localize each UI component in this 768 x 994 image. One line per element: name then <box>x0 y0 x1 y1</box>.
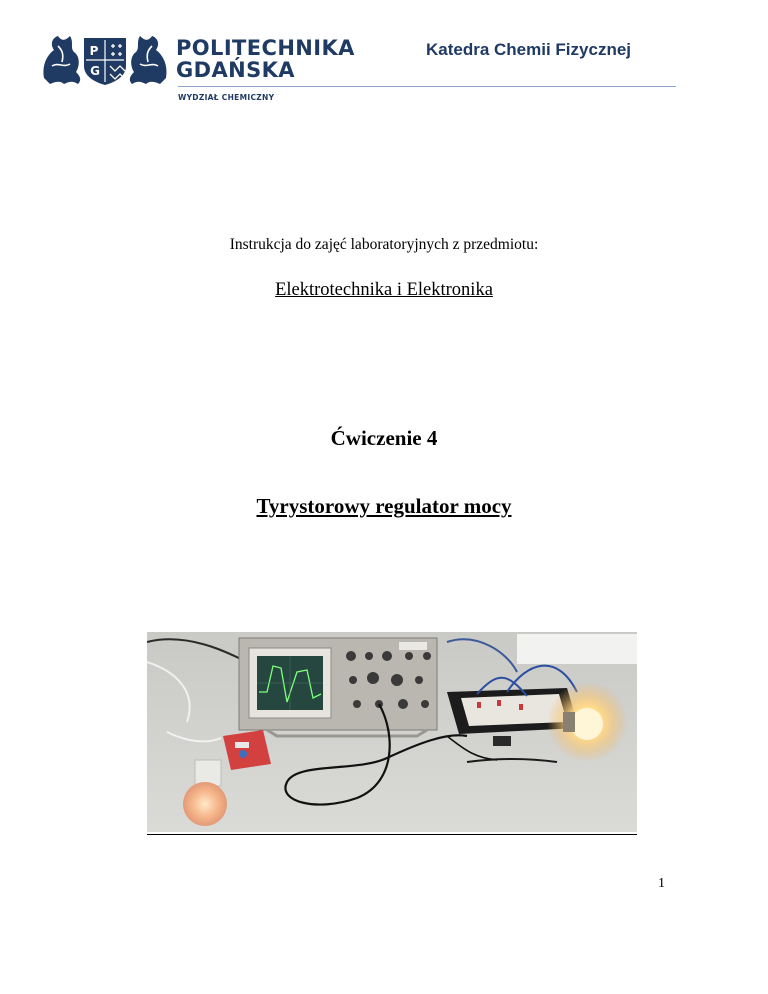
department-name: Katedra Chemii Fizycznej <box>426 40 632 59</box>
lab-setup-photo <box>147 632 637 832</box>
photo-divider <box>147 834 637 835</box>
exercise-title-line <box>0 494 768 519</box>
intro-text: Instrukcja do zajęć laboratoryjnych z przedmiotu: <box>229 236 539 253</box>
subject-name: Elektrotechnika i Elektronika <box>275 280 493 300</box>
document-header <box>0 0 768 110</box>
university-name-line1: POLITECHNIKA <box>176 36 355 60</box>
subject-line <box>0 280 768 301</box>
faculty-name: WYDZIAŁ CHEMICZNY <box>178 93 275 102</box>
exercise-title: Tyrystorowy regulator mocy <box>256 494 512 518</box>
university-name-line2: GDAŃSKA <box>176 58 295 82</box>
svg-text:P: P <box>89 44 99 58</box>
header-divider <box>178 86 676 87</box>
pg-crest-icon <box>40 32 170 86</box>
exercise-number: Ćwiczenie 4 <box>330 426 438 450</box>
page-number: 1 <box>658 876 665 891</box>
university-name <box>176 37 355 81</box>
svg-text:G: G <box>90 64 100 78</box>
